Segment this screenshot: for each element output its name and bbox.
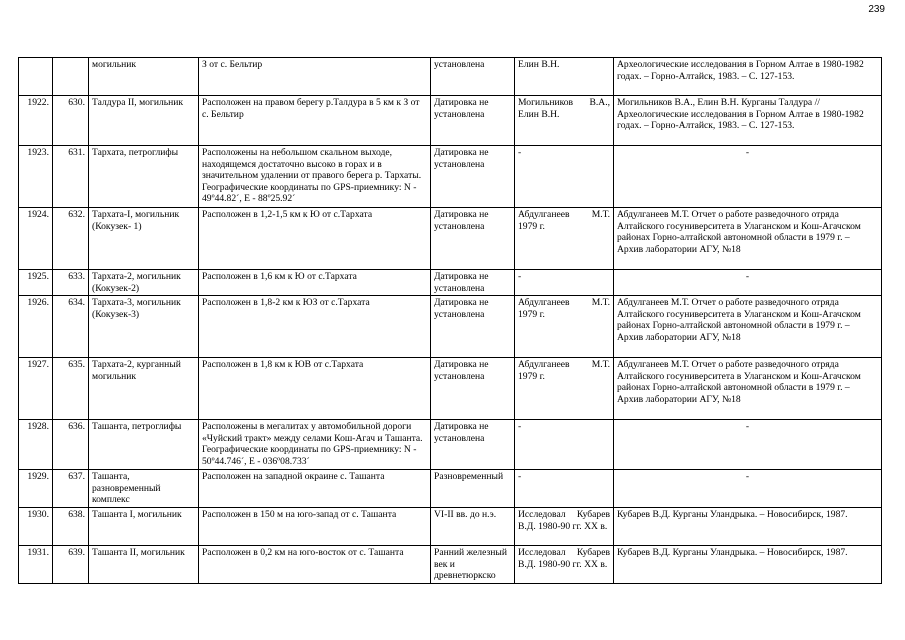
page-number: 239 [868,4,885,15]
location-cell: Расположены на небольшом скальном выходе, находящемся достаточно высоко в горах и в значительном удалении от правого берега р. Тархаты. Географические координаты по GPS-приемнику: N - 49º44.82´, E - 88º25.92´ [199,146,431,208]
author-cell: - [515,146,614,208]
author-cell: - [515,470,614,508]
row-number: 1930. [19,508,53,546]
location-cell: Расположен в 150 м на юго-запад от с. Ташанта [199,508,431,546]
literature-cell: - [614,270,882,296]
dating-cell: Датировка не установлена [431,296,515,358]
row-number: 1927. [19,358,53,420]
monument-name: Ташанта, петроглифы [89,420,199,470]
monument-name: Ташанта II, могильник [89,546,199,584]
dating-cell: Датировка не установлена [431,270,515,296]
author-cell: Исследовал Кубарев В.Д. 1980-90 гг. XX в. [515,546,614,584]
author-cell: - [515,270,614,296]
table-row [19,208,882,270]
author-cell: - [515,420,614,470]
location-cell: Расположен в 1,6 км к Ю от с.Тархата [199,270,431,296]
table-row [19,470,882,508]
location-cell: Расположен в 0,2 км на юго-восток от с. Ташанта [199,546,431,584]
item-number: 637. [53,470,89,508]
literature-cell: Кубарев В.Д. Курганы Уландрыка. – Новосибирск, 1987. [614,508,882,546]
monument-name: Ташанта, разновременный комплекс [89,470,199,508]
literature-cell: - [614,470,882,508]
row-number: 1923. [19,146,53,208]
dating-cell: VI-II вв. до н.э. [431,508,515,546]
item-number: 631. [53,146,89,208]
dating-cell: установлена [431,58,515,96]
dating-cell: Датировка не установлена [431,96,515,146]
location-cell: Расположен на западной окраине с. Ташанта [199,470,431,508]
row-number: 1928. [19,420,53,470]
monuments-table [18,57,882,584]
author-cell: Абдулганеев М.Т. 1979 г. [515,358,614,420]
monument-name: Ташанта I, могильник [89,508,199,546]
location-cell: Расположен в 1,8-2 км к ЮЗ от с.Тархата [199,296,431,358]
author-cell: Абдулганеев М.Т. 1979 г. [515,296,614,358]
table-row [19,58,882,96]
monument-name: Тархата-2, курганный могильник [89,358,199,420]
author-cell: Абдулганеев М.Т. 1979 г. [515,208,614,270]
item-number: 639. [53,546,89,584]
literature-cell: Археологические исследования в Горном Алтае в 1980-1982 годах. – Горно-Алтайск, 1983. – С. 127-153. [614,58,882,96]
location-cell: Расположен в 1,8 км к ЮВ от с.Тархата [199,358,431,420]
table-row [19,96,882,146]
author-cell: Елин В.Н. [515,58,614,96]
literature-cell: - [614,146,882,208]
table-row [19,358,882,420]
author-cell: Могильников В.А., Елин В.Н. [515,96,614,146]
row-number: 1924. [19,208,53,270]
item-number: 638. [53,508,89,546]
row-number: 1931. [19,546,53,584]
row-number [19,58,53,96]
literature-cell: Абдулганеев М.Т. Отчет о работе разведочного отряда Алтайского госуниверситета в Улаганском и Кош-Агачском районах Горно-алтайской автономной области в 1979 г. – Архив лаборатории АГУ, №18 [614,296,882,358]
location-cell: З от с. Бельтир [199,58,431,96]
dating-cell: Разновременный [431,470,515,508]
location-cell: Расположены в мегалитах у автомобильной дороги «Чуйский тракт» между селами Кош-Агач и Ташанта. Географические координаты по GPS-приемнику: N - 50º44.746´, E - 036º08.733´ [199,420,431,470]
monument-name: Тархата-3, могильник (Кокузек-3) [89,296,199,358]
literature-cell: Абдулганеев М.Т. Отчет о работе разведочного отряда Алтайского госуниверситета в Улаганском и Кош-Агачском районах Горно-алтайской автономной области в 1979 г. – Архив лаборатории АГУ, №18 [614,358,882,420]
literature-cell: Абдулганеев М.Т. Отчет о работе разведочного отряда Алтайского госуниверситета в Улаганском и Кош-Агачском районах Горно-алтайской автономной области в 1979 г. – Архив лаборатории АГУ, №18 [614,208,882,270]
row-number: 1926. [19,296,53,358]
item-number: 632. [53,208,89,270]
table-row [19,546,882,584]
table-row [19,420,882,470]
dating-cell: Датировка не установлена [431,420,515,470]
item-number: 630. [53,96,89,146]
monument-name: могильник [89,58,199,96]
table-row [19,296,882,358]
row-number: 1929. [19,470,53,508]
dating-cell: Ранний железный век и древнетюркско [431,546,515,584]
monument-name: Тархата-2, могильник (Кокузек-2) [89,270,199,296]
literature-cell: Могильников В.А., Елин В.Н. Курганы Талдура // Археологические исследования в Горном Алтае в 1980-1982 годах. – Горно-Алтайск, 1983. – С. 127-153. [614,96,882,146]
monuments-table-body [19,58,882,584]
item-number [53,58,89,96]
location-cell: Расположен в 1,2-1,5 км к Ю от с.Тархата [199,208,431,270]
monument-name: Тархата, петроглифы [89,146,199,208]
item-number: 634. [53,296,89,358]
item-number: 633. [53,270,89,296]
literature-cell: Кубарев В.Д. Курганы Уландрыка. – Новосибирск, 1987. [614,546,882,584]
location-cell: Расположен на правом берегу р.Талдура в 5 км к З от с. Бельтир [199,96,431,146]
table-row [19,146,882,208]
literature-cell: - [614,420,882,470]
dating-cell: Датировка не установлена [431,208,515,270]
dating-cell: Датировка не установлена [431,146,515,208]
monument-name: Тархата-I, могильник (Кокузек- 1) [89,208,199,270]
row-number: 1925. [19,270,53,296]
dating-cell: Датировка не установлена [431,358,515,420]
item-number: 636. [53,420,89,470]
author-cell: Исследовал Кубарев В.Д. 1980-90 гг. XX в. [515,508,614,546]
monument-name: Талдура II, могильник [89,96,199,146]
item-number: 635. [53,358,89,420]
table-row [19,508,882,546]
row-number: 1922. [19,96,53,146]
table-row [19,270,882,296]
